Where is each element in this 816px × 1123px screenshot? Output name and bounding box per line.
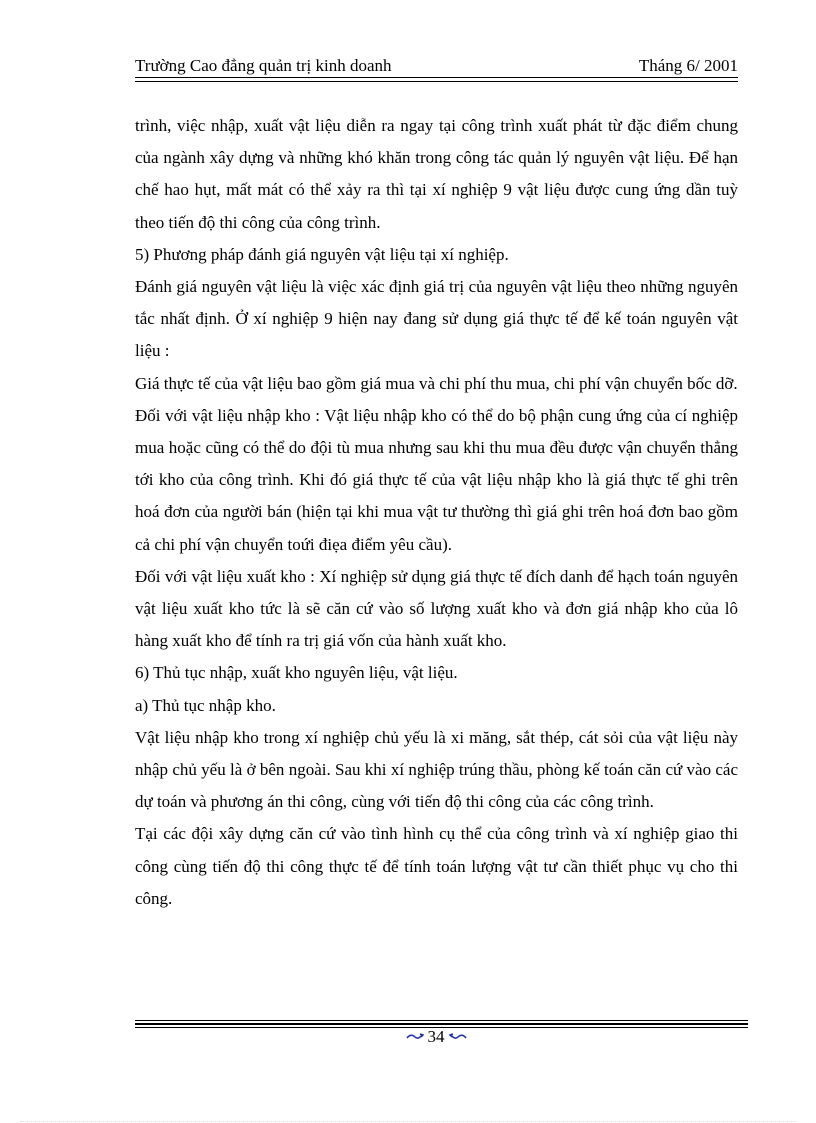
paragraph-valuation: Đánh giá nguyên vật liệu là việc xác định giá trị của nguyên vật liệu theo những nguyên tắc nhất định. Ở xí nghiệp 9 hiện nay đang sử dụng giá thực tế để kế toán nguyên vật liệu : xyxy=(135,277,738,361)
subsection-heading-a: a) Thủ tục nhập kho. xyxy=(135,695,276,715)
ornament-right-icon xyxy=(449,1028,467,1046)
paragraph-intro: trình, việc nhập, xuất vật liệu diễn ra ngay tại công trình xuất phát từ đặc điểm chung của ngành xây dựng và những khó khăn trong công tác quản lý nguyên vật liệu. Để hạn chế hao hụt, mất mát có thể xảy ra thì tại xí nghiệp 9 vật liệu được cung ứng dần tuỳ theo tiến độ thi công của công trình. xyxy=(135,116,738,232)
paragraph-materials-out: Đối với vật liệu xuất kho : Xí nghiệp sử dụng giá thực tế đích danh để hạch toán nguyên vật liệu xuất kho tức là sẽ căn cứ vào số lượng xuất kho và đơn giá nhập kho của lô hàng xuất kho để tính ra trị giá vốn của hành xuất kho. xyxy=(135,566,738,651)
page-header xyxy=(135,54,738,76)
paragraph-construction-teams: Tại các đội xây dựng căn cứ vào tình hình cụ thể của công trình và xí nghiệp giao thi công cùng tiến độ thi công thực tế để tính toán lượng vật tư cần thiết phục vụ cho thi công. xyxy=(135,824,738,908)
section-heading-5: 5) Phương pháp đánh giá nguyên vật liệu tại xí nghiệp. xyxy=(135,244,509,264)
section-heading-6: 6) Thủ tục nhập, xuất kho nguyên liệu, vật liệu. xyxy=(135,663,458,683)
header-date: Tháng 6/ 2001 xyxy=(638,56,738,75)
header-rule xyxy=(135,77,738,78)
header-school-name: Trường Cao đẳng quản trị kinh doanh xyxy=(135,56,392,75)
paragraph-materials-in: Đối với vật liệu nhập kho : Vật liệu nhập kho có thể do bộ phận cung ứng của cí nghiệp mua hoặc cũng có thể do đội tù mua nhưng sau khi thu mua đều được vận chuyển thẳng tới kho của công trình. Khi đó giá thực tế của vật liệu nhập kho là giá thực tế ghi trên hoá đơn của người bán (hiện tại khi mua vật tư thường thì giá ghi trên hoá đơn bao gồm cả chi phí vận chuyển toứi điẹa điểm yêu cầu). xyxy=(135,405,738,554)
header-rule-secondary xyxy=(135,81,738,82)
paragraph-actual-price: Giá thực tế của vật liệu bao gồm giá mua và chi phí thu mua, chi phí vận chuyển bốc dỡ. xyxy=(135,373,738,393)
document-body xyxy=(135,110,738,915)
page-number-block xyxy=(396,1026,476,1048)
page-edge-divider xyxy=(20,1121,796,1122)
paragraph-import-procedure: Vật liệu nhập kho trong xí nghiệp chủ yếu là xi măng, sắt thép, cát sỏi của vật liệu này nhập chủ yếu là ở bên ngoài. Sau khi xí nghiệp trúng thầu, phòng kế toán căn cứ vào các dự toán và phương án thi công, cùng với tiến độ thi công của các công trình. xyxy=(135,727,738,812)
ornament-left-icon xyxy=(406,1028,424,1046)
page-number: 34 xyxy=(427,1027,445,1046)
